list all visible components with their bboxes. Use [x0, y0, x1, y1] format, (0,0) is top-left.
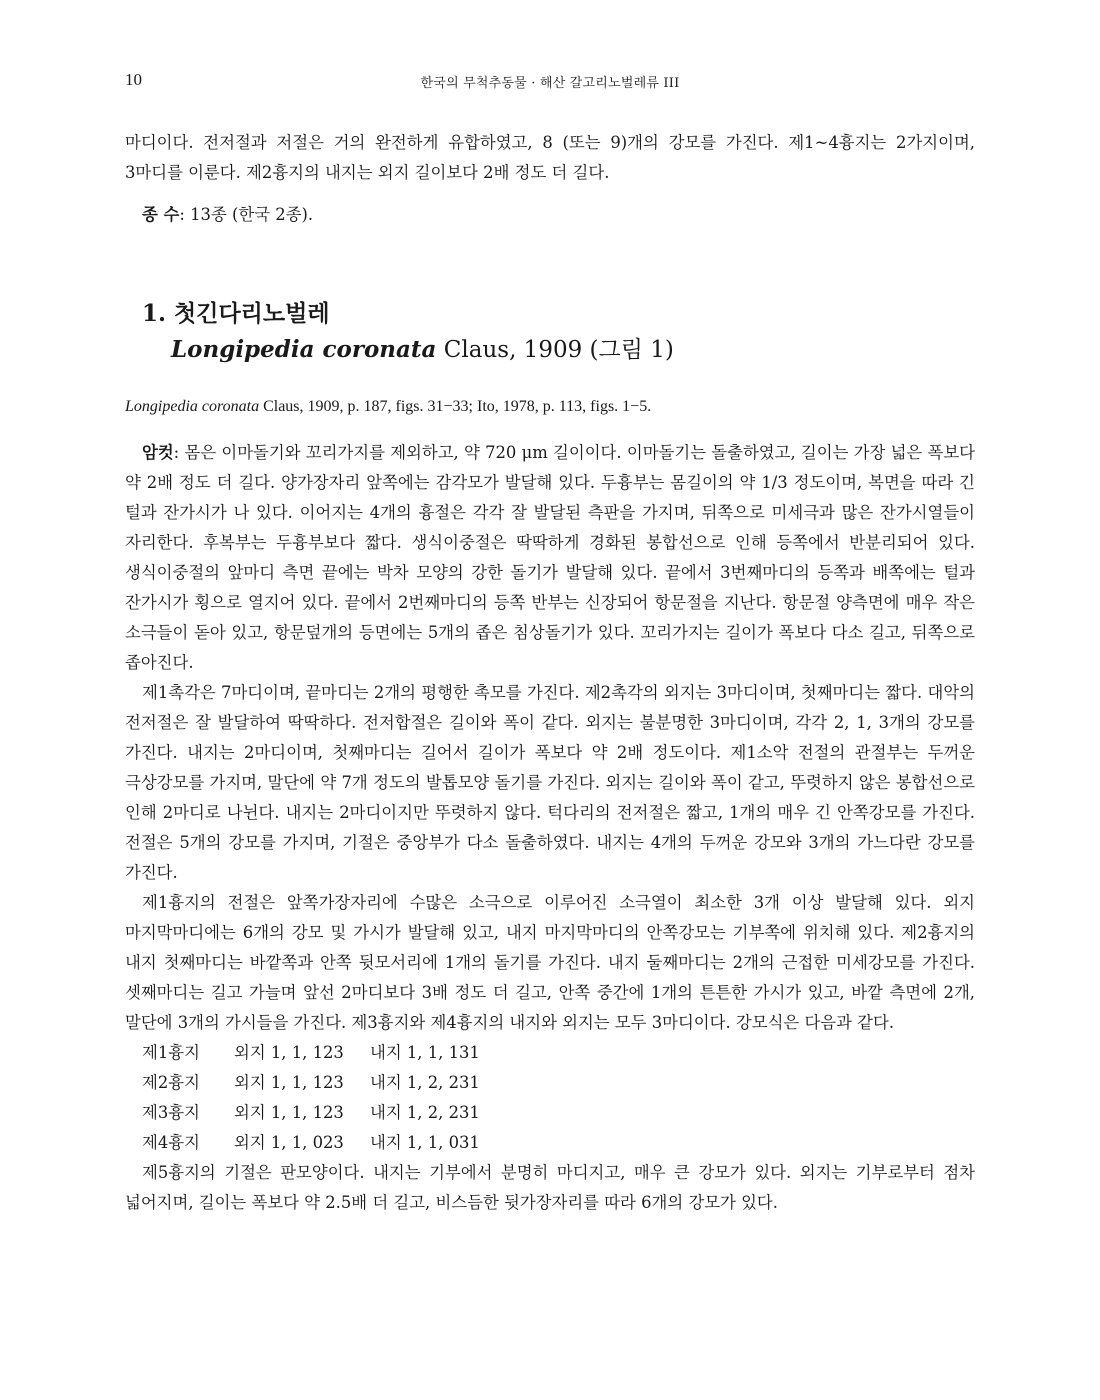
formula-exopod: 외지 1, 1, 123: [234, 1043, 344, 1062]
scientific-name: Longipedia coronata: [171, 336, 437, 363]
page-header: [125, 70, 975, 100]
species-count-label: 종 수: [142, 205, 180, 224]
setal-formula-row: [125, 1128, 975, 1158]
formula-leg: 제4흉지: [142, 1133, 200, 1152]
setal-formula-row: [125, 1068, 975, 1098]
formula-exopod: 외지 1, 1, 023: [234, 1133, 344, 1152]
formula-exopod: 외지 1, 1, 123: [234, 1103, 344, 1122]
female-description: [125, 438, 975, 678]
section-number: 1.: [142, 300, 167, 327]
korean-name: 첫긴다리노벌레: [174, 300, 330, 327]
running-title: 한국의 무척추동물 · 해산 갈고리노벌레류 III: [420, 76, 680, 91]
page-body: [125, 128, 975, 1218]
female-text: : 몸은 이마돌기와 꼬리가지를 제외하고, 약 720 μm 길이이다. 이마돌기는 돌출하였고, 길이는 가장 넓은 폭보다 약 2배 정도 더 길다. 양가장자리 앞쪽에는 감각모가 발달해 있다. 두흉부는 몸길이의 약 1/3 정도이며, 복면을 따라 긴 털과 잔가시가 나 있다. 이어지는 4개의 흉절은 각각 잘 발달된 측판을 가지며, 뒤쪽으로 미세극과 많은 잔가시열들이 자리한다. 후복부는 두흉부보다 짧다. 생식이중절은 딱딱하게 경화된 봉합선으로 인해 등쪽에서 반분리되어 있다. 생식이중절의 앞마디 측면 끝에는 박차 모양의 강한 돌기가 발달해 있다. 끝에서 3번째마디의 등쪽과 배쪽에는 털과 잔가시가 횡으로 열지어 있다. 끝에서 2번째마디의 등쪽 반부는 신장되어 항문절을 지난다. 항문절 양측면에 매우 작은 소극들이 돋아 있고, 항문덮개의 등면에는 5개의 좁은 침상돌기가 있다. 꼬리가지는 길이가 폭보다 다소 길고, 뒤쪽으로 좁아진다.: [125, 443, 975, 672]
species-count: [125, 200, 975, 230]
female-label: 암컷: [142, 443, 174, 462]
legs-paragraph: 제1흉지의 전절은 앞쪽가장자리에 수많은 소극으로 이루어진 소극열이 최소한 3개 이상 발달해 있다. 외지 마지막마디에는 6개의 강모 및 가시가 발달해 있고, 내지 마지막마디의 안쪽강모는 기부쪽에 위치해 있다. 제2흉지의 내지 첫째마디는 바깥쪽과 안쪽 뒷모서리에 1개의 돌기를 가진다. 내지 둘째마디는 2개의 근접한 미세강모를 가진다. 셋째마디는 길고 가늘며 앞선 2마디보다 3배 정도 더 길고, 안쪽 중간에 1개의 튼튼한 가시가 있고, 바깥 측면에 2개, 말단에 3개의 가시들을 가진다. 제3흉지와 제4흉지의 내지와 외지는 모두 3마디이다. 강모식은 다음과 같다.: [125, 893, 975, 1032]
formula-endopod: 내지 1, 2, 231: [370, 1103, 480, 1122]
species-heading: [142, 296, 975, 368]
citation-text: Claus, 1909, p. 187, figs. 31−33; Ito, 1978, p. 113, figs. 1−5.: [259, 398, 652, 415]
synonymy-citation: [125, 392, 975, 422]
species-count-text: : 13종 (한국 2종).: [179, 205, 314, 224]
citation-scientific-name: Longipedia coronata: [125, 398, 260, 415]
setal-formula-row: [125, 1038, 975, 1068]
formula-endopod: 내지 1, 2, 231: [370, 1073, 480, 1092]
setal-formula-row: [125, 1098, 975, 1128]
formula-leg: 제2흉지: [142, 1073, 200, 1092]
authority: Claus, 1909 (그림 1): [436, 337, 674, 363]
formula-exopod: 외지 1, 1, 123: [234, 1073, 344, 1092]
leg5-paragraph: 제5흉지의 기절은 판모양이다. 내지는 기부에서 분명히 마디지고, 매우 큰 강모가 있다. 외지는 기부로부터 점차 넓어지며, 길이는 폭보다 약 2.5배 더 길고, 비스듬한 뒷가장자리를 따라 6개의 강모가 있다.: [125, 1163, 975, 1212]
formula-leg: 제1흉지: [142, 1043, 200, 1062]
species-heading-korean: [142, 296, 975, 332]
species-heading-scientific: [142, 332, 975, 368]
antenna-paragraph: 제1촉각은 7마디이며, 끝마디는 2개의 평행한 촉모를 가진다. 제2촉각의 외지는 3마디이며, 첫째마디는 짧다. 대악의 전저절은 잘 발달하여 딱딱하다. 전저합절은 길이와 폭이 같다. 외지는 불분명한 3마디이며, 각각 2, 1, 3개의 강모를 가진다. 내지는 2마디이며, 첫째마디는 길어서 길이가 폭보다 약 2배 정도이다. 제1소악 전절의 관절부는 두꺼운 극상강모를 가지며, 말단에 약 7개 정도의 발톱모양 돌기를 가진다. 외지는 길이와 폭이 같고, 뚜렷하지 않은 봉합선으로 인해 2마디로 나뉜다. 내지는 2마디이지만 뚜렷하지 않다. 턱다리의 전저절은 짧고, 1개의 매우 긴 안쪽강모를 가진다. 전절은 5개의 강모를 가지며, 기절은 중앙부가 다소 돌출하였다. 내지는 4개의 두꺼운 강모와 3개의 가느다란 강모를 가진다.: [125, 683, 975, 882]
intro-paragraph: 마디이다. 전저절과 저절은 거의 완전하게 유합하였고, 8 (또는 9)개의 강모를 가진다. 제1~4흉지는 2가지이며, 3마디를 이룬다. 제2흉지의 내지는 외지 길이보다 2배 정도 더 길다.: [125, 133, 975, 182]
formula-endopod: 내지 1, 1, 131: [370, 1043, 480, 1062]
formula-endopod: 내지 1, 1, 031: [370, 1133, 480, 1152]
page-number: 10: [125, 70, 142, 89]
formula-leg: 제3흉지: [142, 1103, 200, 1122]
